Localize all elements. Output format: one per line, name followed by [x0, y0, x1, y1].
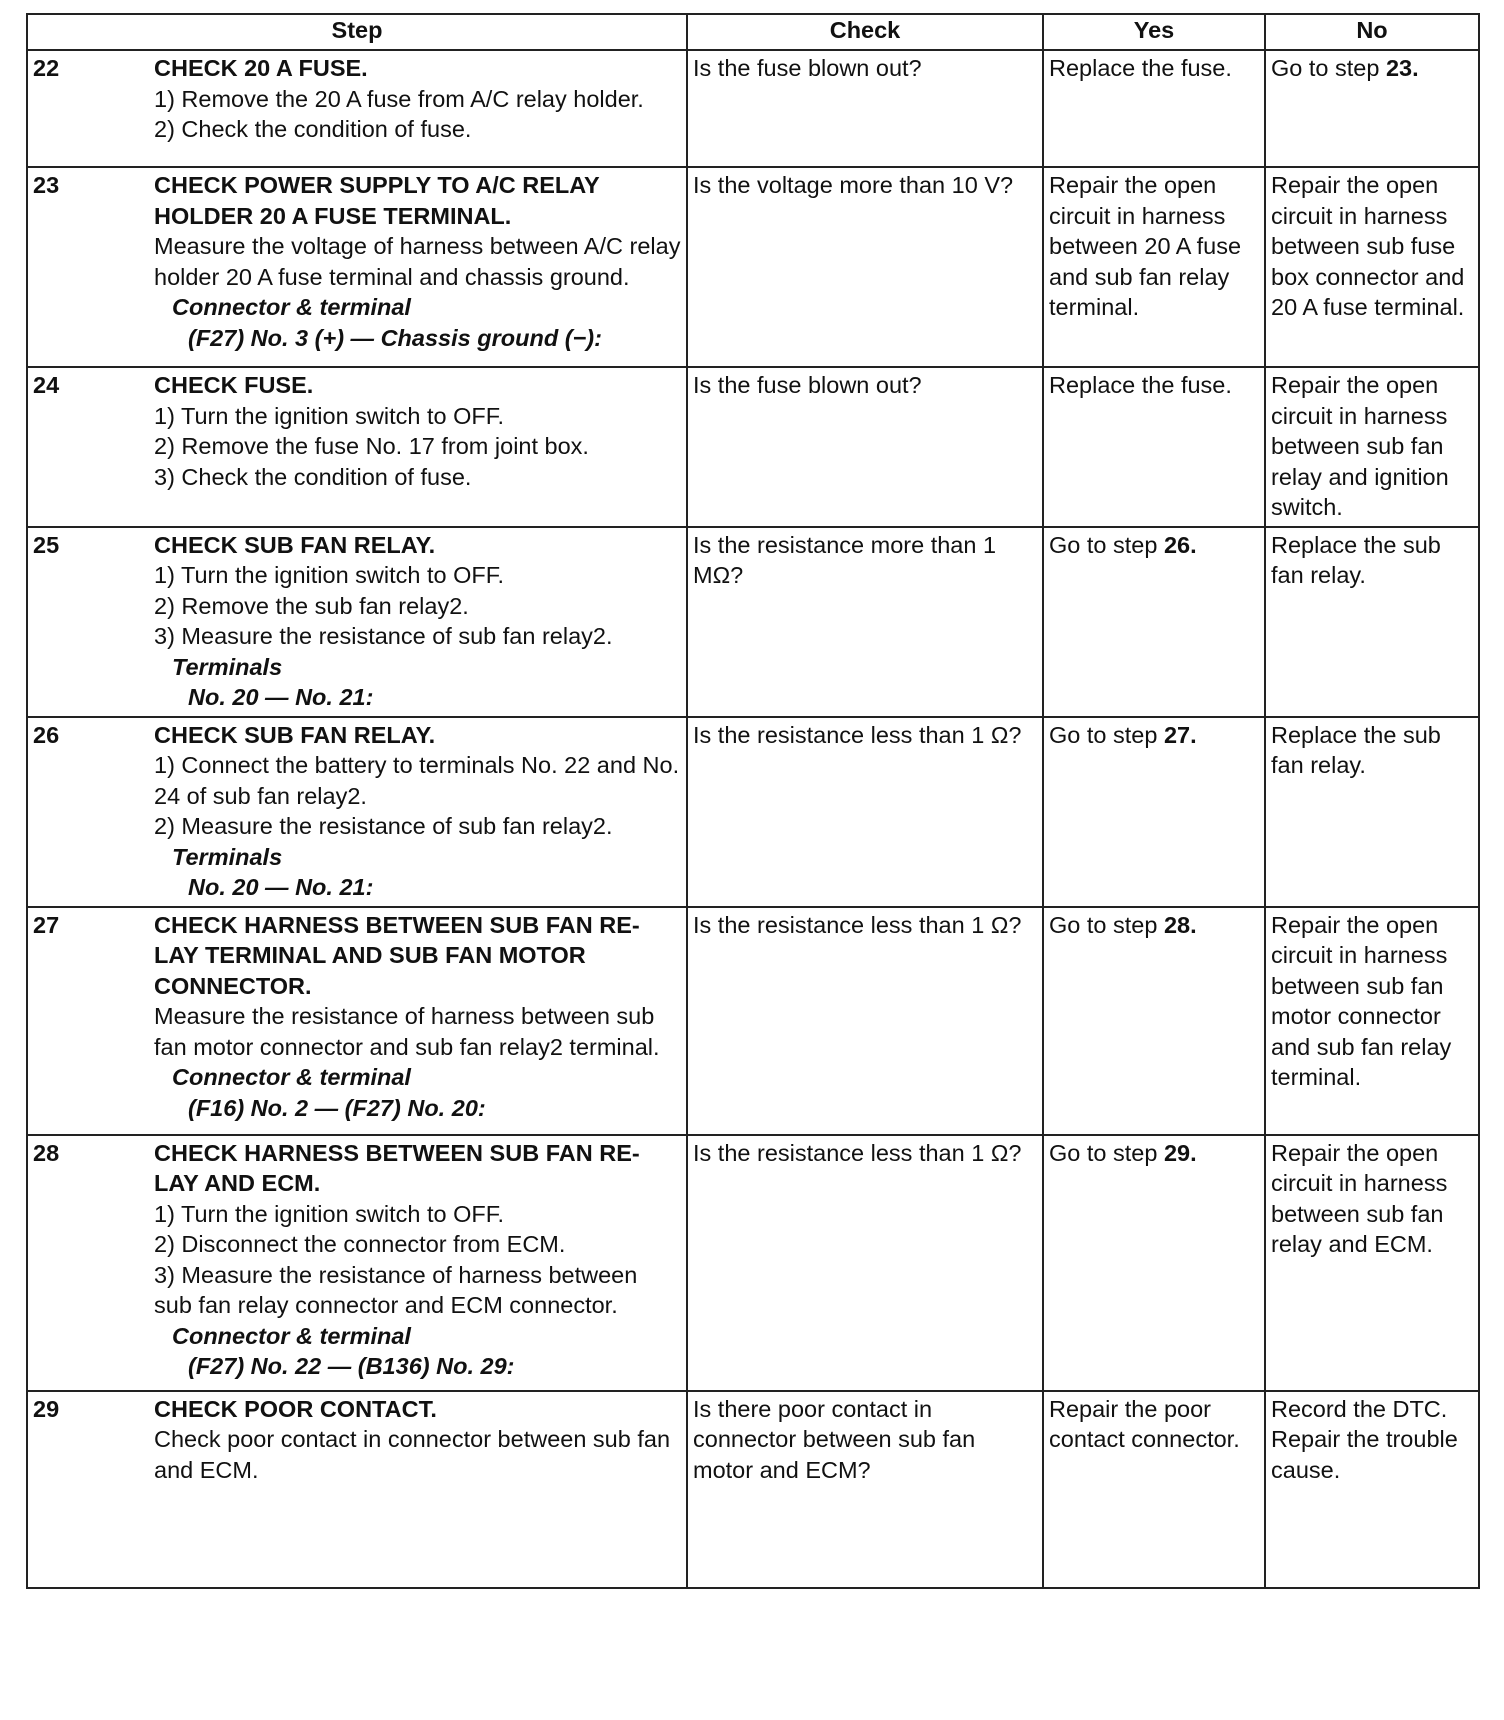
spec-heading: Connector & terminal: [172, 294, 411, 320]
check-question: Is the resistance less than 1 Ω?: [693, 1139, 1022, 1166]
step-instruction: Check poor contact in connector between sub fan and ECM.: [154, 1426, 671, 1483]
table-body: [27, 50, 1479, 1588]
step-instruction: 3) Measure the resistance of harness between sub fan relay connector and ECM connector.: [154, 1261, 638, 1318]
table-row: [27, 527, 1479, 717]
step-title: CHECK HARNESS BETWEEN SUB FAN RE-: [154, 911, 640, 938]
spec-value: No. 20 — No. 21:: [188, 684, 374, 710]
check-question: Is the fuse blown out?: [693, 372, 922, 398]
step-instruction: Measure the voltage of harness between A/C relay holder 20 A fuse terminal and chassis ground.: [154, 233, 681, 290]
step-title: LAY AND ECM.: [154, 1170, 321, 1196]
yes-text: Repair the poor contact connector.: [1049, 1395, 1240, 1452]
table-row: [27, 1135, 1479, 1391]
header-step: Step: [27, 14, 687, 50]
step-cell: [149, 527, 687, 717]
step-instruction: 3) Check the condition of fuse.: [154, 463, 472, 490]
step-number-cell: [27, 907, 149, 1135]
step-instruction: 1) Connect the battery to terminals No. 22 and No. 24 of sub fan relay2.: [154, 752, 680, 809]
spec-value: No. 20 — No. 21:: [188, 874, 374, 900]
no-text: Go to step: [1271, 55, 1386, 81]
table-row: [27, 1391, 1479, 1588]
step-cell: [149, 907, 687, 1135]
diagnostic-table: [26, 13, 1480, 1589]
step-number: 24: [33, 372, 60, 398]
step-cell: [149, 1135, 687, 1391]
step-cell: [149, 167, 687, 367]
table-row: [27, 907, 1479, 1135]
check-question: Is the resistance less than 1 Ω?: [693, 721, 1022, 748]
step-number: 29: [33, 1395, 60, 1422]
step-title: CONNECTOR.: [154, 972, 312, 999]
no-cell: [1265, 1135, 1479, 1391]
yes-text: Replace the fuse.: [1049, 372, 1232, 398]
header-check: Check: [687, 14, 1043, 50]
step-number-cell: [27, 167, 149, 367]
header-yes: Yes: [1043, 14, 1265, 50]
no-cell: [1265, 1391, 1479, 1588]
header-row: [27, 14, 1479, 50]
no-text: Replace the sub fan relay.: [1271, 721, 1441, 778]
step-cell: [149, 717, 687, 907]
table-row: [27, 50, 1479, 167]
spec-value: (F16) No. 2 — (F27) No. 20:: [188, 1094, 486, 1121]
step-title: CHECK 20 A FUSE.: [154, 55, 368, 81]
no-text: Repair the open circuit in harness between sub fan relay and ignition switch.: [1271, 372, 1449, 520]
spec-heading: Connector & terminal: [172, 1064, 411, 1090]
no-text: Repair the open circuit in harness between sub fan motor connector and sub fan relay terminal.: [1271, 911, 1452, 1090]
no-text: Repair the open circuit in harness between sub fuse box connector and 20 A fuse terminal.: [1271, 172, 1465, 320]
no-cell: [1265, 50, 1479, 167]
no-cell: [1265, 367, 1479, 527]
yes-cell: [1043, 50, 1265, 167]
no-cell: [1265, 717, 1479, 907]
no-cell: [1265, 907, 1479, 1135]
spec-heading: Terminals: [172, 843, 283, 870]
step-instruction: 1) Turn the ignition switch to OFF.: [154, 562, 505, 588]
check-cell: [687, 717, 1043, 907]
step-number: 25: [33, 531, 60, 558]
yes-cell: [1043, 1391, 1265, 1588]
step-instruction: 1) Turn the ignition switch to OFF.: [154, 1200, 505, 1227]
yes-step-ref: 29.: [1163, 1139, 1197, 1166]
yes-text: Replace the fuse.: [1049, 55, 1232, 81]
no-text: Repair the open circuit in harness between sub fan relay and ECM.: [1271, 1139, 1448, 1257]
step-title: CHECK POWER SUPPLY TO A/C RELAY: [154, 172, 600, 198]
check-cell: [687, 167, 1043, 367]
check-cell: [687, 1135, 1043, 1391]
step-instruction: 2) Disconnect the connector from ECM.: [154, 1231, 566, 1257]
step-instruction: 3) Measure the resistance of sub fan relay2.: [154, 623, 613, 649]
yes-text: Go to step: [1049, 721, 1164, 748]
step-instruction: 1) Remove the 20 A fuse from A/C relay holder.: [154, 85, 644, 112]
spec-heading: Terminals: [172, 653, 283, 680]
step-title: CHECK SUB FAN RELAY.: [154, 531, 436, 558]
yes-cell: [1043, 1135, 1265, 1391]
check-cell: [687, 50, 1043, 167]
step-number-cell: [27, 1135, 149, 1391]
no-text: Replace the sub fan relay.: [1271, 531, 1441, 588]
check-question: Is there poor contact in connector between sub fan motor and ECM?: [693, 1395, 976, 1483]
check-question: Is the voltage more than 10 V?: [693, 172, 1014, 198]
yes-cell: [1043, 527, 1265, 717]
step-title: HOLDER 20 A FUSE TERMINAL.: [154, 202, 512, 229]
step-number: 23: [33, 172, 60, 198]
step-number-cell: [27, 1391, 149, 1588]
yes-text: Go to step: [1049, 531, 1164, 558]
step-number: 28: [33, 1139, 60, 1166]
step-instruction: 1) Turn the ignition switch to OFF.: [154, 402, 505, 429]
step-title: CHECK POOR CONTACT.: [154, 1395, 437, 1422]
step-number-cell: [27, 367, 149, 527]
step-instruction: 2) Remove the sub fan relay2.: [154, 592, 469, 619]
header-no: No: [1265, 14, 1479, 50]
check-question: Is the resistance more than 1 MΩ?: [693, 531, 997, 588]
check-question: Is the fuse blown out?: [693, 55, 922, 81]
step-title: CHECK FUSE.: [154, 372, 314, 398]
table-row: [27, 717, 1479, 907]
check-cell: [687, 527, 1043, 717]
yes-step-ref: 27.: [1163, 721, 1197, 748]
yes-text: Repair the open circuit in harness between 20 A fuse and sub fan relay terminal.: [1049, 172, 1242, 320]
yes-cell: [1043, 167, 1265, 367]
yes-cell: [1043, 907, 1265, 1135]
step-title: LAY TERMINAL AND SUB FAN MOTOR: [154, 942, 586, 968]
step-number-cell: [27, 717, 149, 907]
check-cell: [687, 367, 1043, 527]
no-cell: [1265, 527, 1479, 717]
yes-text: Go to step: [1049, 1139, 1164, 1166]
no-step-ref: 23.: [1385, 55, 1419, 81]
step-instruction: Measure the resistance of harness between sub fan motor connector and sub fan relay2 terminal.: [154, 1003, 660, 1060]
step-instruction: 2) Remove the fuse No. 17 from joint box.: [154, 433, 589, 459]
yes-cell: [1043, 367, 1265, 527]
step-number: 22: [33, 55, 60, 81]
step-title: CHECK SUB FAN RELAY.: [154, 721, 436, 748]
step-number: 27: [33, 911, 60, 938]
spec-value: (F27) No. 22 — (B136) No. 29:: [188, 1353, 515, 1379]
table-row: [27, 167, 1479, 367]
yes-step-ref: 28.: [1163, 911, 1197, 938]
no-cell: [1265, 167, 1479, 367]
table-row: [27, 367, 1479, 527]
check-cell: [687, 1391, 1043, 1588]
yes-cell: [1043, 717, 1265, 907]
step-cell: [149, 367, 687, 527]
step-title: CHECK HARNESS BETWEEN SUB FAN RE-: [154, 1139, 640, 1166]
step-number-cell: [27, 527, 149, 717]
check-question: Is the resistance less than 1 Ω?: [693, 911, 1022, 938]
check-cell: [687, 907, 1043, 1135]
step-instruction: 2) Measure the resistance of sub fan relay2.: [154, 813, 613, 839]
step-instruction: 2) Check the condition of fuse.: [154, 116, 472, 142]
step-cell: [149, 1391, 687, 1588]
step-number-cell: [27, 50, 149, 167]
no-text: Record the DTC. Repair the trouble cause.: [1271, 1395, 1458, 1483]
step-number: 26: [33, 721, 60, 748]
yes-text: Go to step: [1049, 911, 1164, 938]
spec-value: (F27) No. 3 (+) — Chassis ground (−):: [188, 324, 602, 351]
spec-heading: Connector & terminal: [172, 1322, 411, 1349]
yes-step-ref: 26.: [1163, 531, 1197, 558]
step-cell: [149, 50, 687, 167]
